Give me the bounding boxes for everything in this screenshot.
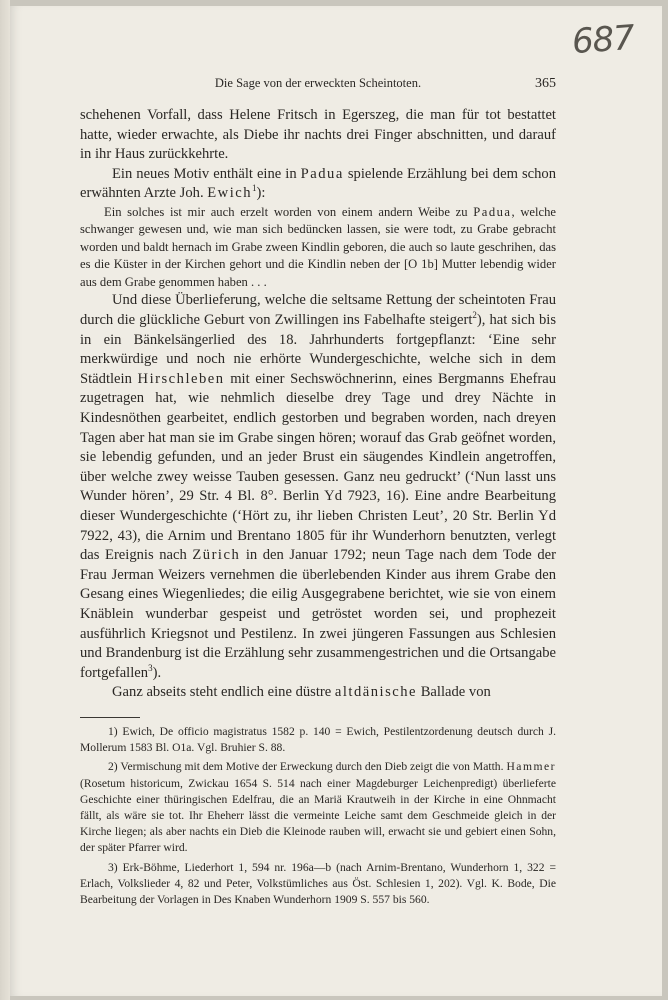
running-header <box>80 76 556 96</box>
paragraph-4: Ganz abseits steht endlich eine düstre altdänische Ballade von <box>112 684 491 701</box>
paragraph-3: Und diese Überlieferung, welche die seltsame Rettung der scheintoten Frau durch die glückliche Geburt von Zwillingen ins Fabelhafte steigert$^2$), hat sich bis in ein Bänkelsängerlied des 18. Jahrhunderts fortgepflanzt: ‘Eine sehr merkwürdige und noch nie erhörte Wundergeschichte, welche sich in dem Städtlein Hirschleben mit einer Sechswöchnerinn, eines Bergmanns Ehefrau zugetragen hat, wie nehmlich dieselbe drey Tage und drey Nächte in Kindesnöthen gearbeitet, endlich gestorben und begraben worden, nach dreyen Tagen aber hat man sie im Grabe singen hören; worauf das Grab geöfnet worden, sie lebendig gefunden, und an jeder Brust ein säugendes Kindlein angetroffen, über welche zwey weisse Tauben gesessen. Ganz neu gedruckt’ (‘Nun lasst uns Wunder hören’, 29 Str. 4 Bl. 8°. Berlin Yd 7923, 16). Eine andre Bearbeitung dieser Wundergeschichte (‘Hört zu, ihr lieben Christen Leut’, 20 Str. Berlin Yd 7922, 43), die Arnim und Brentano 1805 für ihr Wunderhorn benutzten, verlegt das Ereignis nach Zürich in den Januar 1792; neun Tage nach dem Tode der Frau Jerman Weizers vernehmen die überlebenden Kinder aus ihrem Grabe den Gesang eines Wiegenliedes; die eilig Ausgegrabene berichtet, wie sie von einem Knäblein wunderbar gespeist und getröstet worden sei, und prophezeit ausführlich Kriegsnot und Pestilenz. In zwei jüngeren Fassungen aus Schlesien und Brandenburg ist die Erzählung sehr zusammengestrichen und die Ortsangabe fortgefallen$^3$). <box>80 292 557 681</box>
footnote-divider <box>80 717 140 718</box>
footnote-ref-3: 3 <box>148 662 153 673</box>
spaced-term: altdänische <box>334 684 418 701</box>
spaced-place-name: Hirschleben <box>137 370 225 387</box>
spaced-place-name: Zürich <box>192 547 241 564</box>
paragraph-2: Ein neues Motiv enthält eine in Padua spielende Erzählung bei dem schon erwähnten Arzte Joh. Ewich$^1$): <box>80 165 557 202</box>
footnotes <box>80 724 556 911</box>
footnote-1: 1) Ewich, De officio magistratus 1582 p. 140 = Ewich, Pestilentzordenung deutsch durch J. Mollerum 1583 Bl. O1a. Vgl. Bruhier S. 88. <box>80 725 556 755</box>
running-title: Die Sage von der erweckten Scheintoten. <box>214 76 422 90</box>
paragraph-1: schehenen Vorfall, dass Helene Fritsch in Egerszeg, die man für tot bestattet hatte, wieder erwachte, als Diebe ihr nachts drei Finger abschnitten, und darauf in ihr Haus zurückkehrte. <box>80 107 556 163</box>
footnote-3: 3) Erk-Böhme, Liederhort 1, 594 nr. 196a—b (nach Arnim-Brentano, Wunderhorn 1, 322 = Erlach, Volkslieder 4, 82 und Peter, Volkstümliches aus Öst. Schlesien 1, 202). Vgl. K. Bode, Die Bearbeitung der Vorlagen in Des Knaben Wunderhorn 1909 S. 557 bis 560. <box>80 860 556 907</box>
spaced-person-name: Hammer <box>506 760 556 774</box>
footnote-ref-1: 1 <box>252 183 257 194</box>
spaced-place-name: Padua <box>473 204 512 219</box>
spaced-person-name: Ewich <box>207 185 253 202</box>
footnote-2: 2) Vermischung mit dem Motive der Erweckung durch den Dieb zeigt die von Matth. Hammer (Rosetum historicum, Zwickau 1654 S. 514 nach einer Magdeburger Leichenpredigt) überlieferte Geschichte einer thüringischen Edelfrau, die an Mariä Krautweih in der Kirche in eine Ohnmacht fällt, als wäre sie tot. Ihr Eheherr lässt die vermeinte Leiche samt dem Geschmeide gleich in der Kirche liegen; als aber nachts ein Dieb die Kleinode rauben will, erwacht sie und gebiert einen Sohn, der später Pfarrer wird. <box>80 760 556 855</box>
handwritten-page-number: 687 <box>570 17 636 63</box>
page-left-edge <box>0 0 10 1000</box>
block-quote: Ein solches ist mir auch erzelt worden von einem andern Weibe zu Padua, welche schwanger gewesen und, wie man sich bedüncken lassen, sie were todt, zu Grabe gebracht worden und baldt hernach im Grabe zween Kindlin geboren, die auch so laute geschrihen, das es die Küster in der Kirchen gehort und die Kindlin neben der [O 1b] Mutter lebendig wider aus dem Grabe genommen haben . . . <box>80 204 557 289</box>
footnote-ref-2: 2 <box>472 310 477 321</box>
spaced-place-name: Padua <box>300 165 344 182</box>
page-number: 365 <box>535 76 556 91</box>
main-text <box>80 106 556 703</box>
